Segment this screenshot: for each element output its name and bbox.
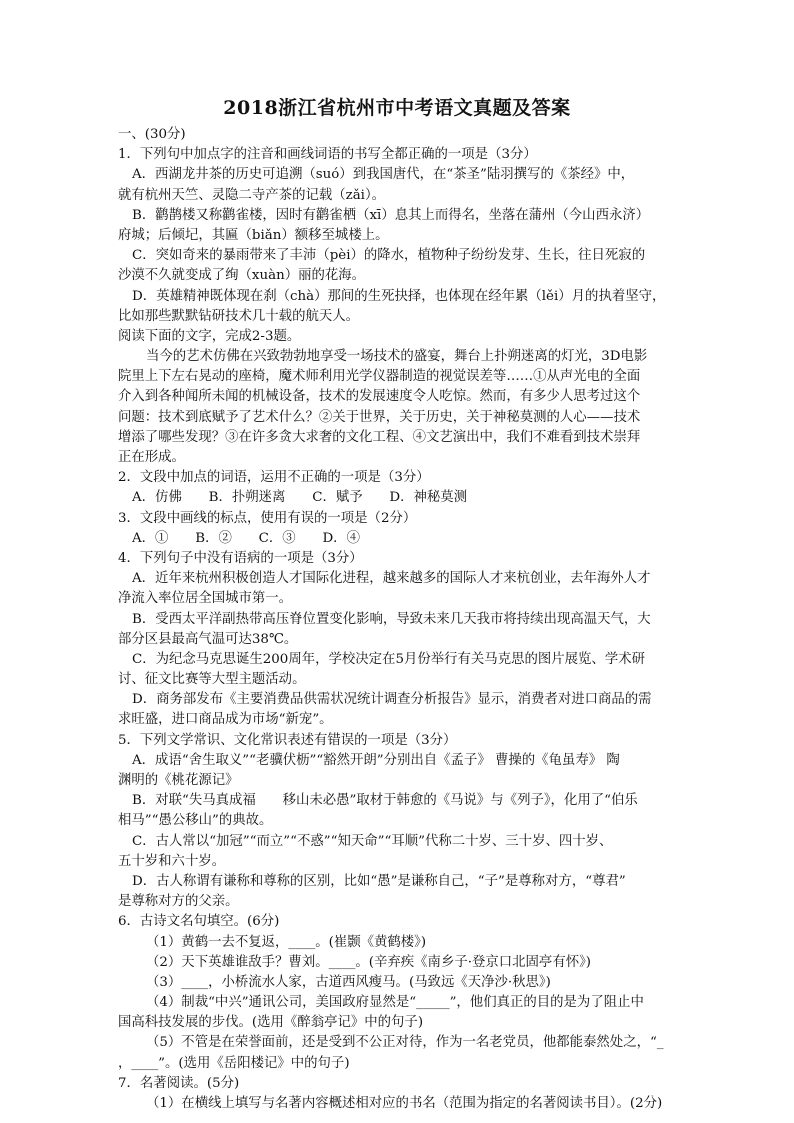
options-2: A．仿佛 B．扑朔迷离 C．赋予 D．神秘莫测 [132, 490, 468, 506]
passage-line: 增添了哪些发现？③在许多贪大求奢的文化工程、④文艺演出中，我们不难看到技术崇拜 [118, 429, 641, 445]
blank-6-5-cont: ，____”。(选用《岳阳楼记》中的句子) [118, 1055, 350, 1071]
question-5: 5．下列文学常识、文化常识表述有错误的一项是（3分） [118, 732, 457, 748]
page-title: 2018浙江省杭州市中考语文真题及答案 [223, 97, 571, 119]
option-4d-cont: 求旺盛，进口商品成为市场“新宠”。 [118, 712, 333, 728]
question-4: 4．下列句子中没有语病的一项是（3分） [118, 550, 363, 566]
options-3: A．① B．② C．③ D．④ [132, 530, 360, 546]
section-heading: 一、(30分) [118, 127, 186, 142]
exam-content [118, 125, 686, 1114]
question-6: 6．古诗文名句填空。(6分) [118, 914, 280, 930]
question-2: 2．文段中加点的词语，运用不正确的一项是（3分） [118, 470, 430, 486]
option-5a: A．成语“舍生取义”“老骥伏枥”“豁然开朗”分别出自《孟子》 曹操的《龟虽寿》 陶 [132, 752, 620, 768]
option-1c-cont: 沙漠不久就变成了绚（xuàn）丽的花海。 [118, 268, 366, 284]
blank-6-4: （4）制裁“中兴”通讯公司，美国政府显然是“_____”，他们真正的目的是为了阻止中 [146, 995, 644, 1011]
option-5c-cont: 五十岁和六十岁。 [118, 853, 226, 869]
option-4a: A．近年来杭州积极创造人才国际化进程，越来越多的国际人才来杭创业，去年海外人才 [132, 571, 651, 587]
question-3: 3．文段中画线的标点，使用有误的一项是（2分） [118, 510, 417, 526]
option-5b-cont: 相马”“愚公移山”的典故。 [118, 813, 273, 829]
question-1: 1．下列句中加点字的注音和画线词语的书写全都正确的一项是（3分） [118, 147, 537, 163]
option-1a-cont: 就有杭州天竺、灵隐二寺产茶的记载（zǎi）。 [118, 187, 386, 203]
passage-line: 正在形成。 [118, 450, 185, 465]
option-5b: B．对联“失马真成福 移山未必愚”取材于韩愈的《马说》与《列子》，化用了“伯乐 [132, 793, 638, 809]
blank-6-4-cont: 国高科技发展的步伐。(选用《醉翁亭记》中的句子) [118, 1015, 424, 1031]
question-7: 7．名著阅读。(5分) [118, 1075, 240, 1091]
option-4b-cont: 部分区县最高气温可达38℃。 [118, 631, 298, 647]
question-7-1: （1）在横线上填写与名著内容概述相对应的书名（范围为指定的名著阅读书目）。(2分) [146, 1096, 663, 1111]
blank-6-5: （5）不管是在荣誉面前，还是受到不公正对待，作为一名老党员，他都能泰然处之，“_ [146, 1035, 664, 1051]
option-5a-cont: 渊明的《桃花源记》 [118, 773, 239, 788]
option-1a: A．西湖龙井茶的历史可追溯（suó）到我国唐代，在“茶圣”陆羽撰写的《茶经》中， [132, 167, 635, 183]
passage-line: 问题：技术到底赋予了艺术什么？②关于世界，关于历史，关于神秘莫测的人心——技术 [118, 409, 641, 425]
option-5d: D．古人称谓有谦称和尊称的区别，比如“愚”是谦称自己，“子”是尊称对方，“尊君” [132, 873, 626, 889]
blank-6-3: （3）____，小桥流水人家，古道西风瘦马。(马致远《天净沙·秋思》) [146, 974, 551, 990]
blank-6-2: （2）天下英雄谁敌手？曹刘。____。(辛弃疾《南乡子·登京口北固亭有怀》) [146, 954, 592, 970]
option-4d: D．商务部发布《主要消费品供需状况统计调查分析报告》显示，消费者对进口商品的需 [132, 692, 652, 708]
reading-instruction: 阅读下面的文字，完成2-3题。 [118, 328, 301, 344]
option-4c-cont: 讨、征文比赛等大型主题活动。 [118, 672, 306, 688]
option-1b: B．鹳鹊楼又称鹳雀楼，因时有鹳雀栖（xī）息其上而得名，坐落在蒲州（今山西永济） [132, 207, 650, 223]
option-1d-cont: 比如那些默默钻研技术几十载的航天人。 [118, 308, 360, 324]
passage-line: 当今的艺术仿佛在兴致勃勃地享受一场技术的盛宴，舞台上扑朔迷离的灯光，3D电影 [146, 349, 648, 365]
option-5c: C．古人常以“加冠”“而立”“不惑”“知天命”“耳顺”代称二十岁、三十岁、四十岁、 [132, 833, 613, 849]
option-5d-cont: 是尊称对方的父亲。 [118, 894, 239, 910]
option-1d: D．英雄精神既体现在刹（chà）那间的生死抉择，也体现在经年累（lěi）月的执着坚守， [132, 288, 666, 304]
passage-line: 院里上下左右晃动的座椅，魔术师利用光学仪器制造的视觉误差等……①从声光电的全面 [118, 369, 641, 385]
option-4c: C．为纪念马克思诞生200周年，学校决定在5月份举行有关马克思的图片展览、学术研 [132, 651, 645, 667]
blank-6-1: （1）黄鹤一去不复返，____。(崔颢《黄鹤楼》) [146, 934, 427, 950]
option-4a-cont: 净流入率位居全国城市第一。 [118, 591, 293, 607]
option-1b-cont: 府城；后倾圮，其匾（biǎn）额移至城楼上。 [118, 227, 389, 243]
option-4b: B．受西太平洋副热带高压脊位置变化影响，导致未来几天我市将持续出现高温天气，大 [132, 611, 651, 627]
option-1c: C．突如奇来的暴雨带来了丰沛（pèi）的降水，植物种子纷纷发芽、生长，往日死寂的 [132, 248, 646, 264]
passage-line: 介入到各种闻所未闻的机械设备，技术的发展速度令人吃惊。然而，有多少人思考过这个 [118, 389, 641, 405]
